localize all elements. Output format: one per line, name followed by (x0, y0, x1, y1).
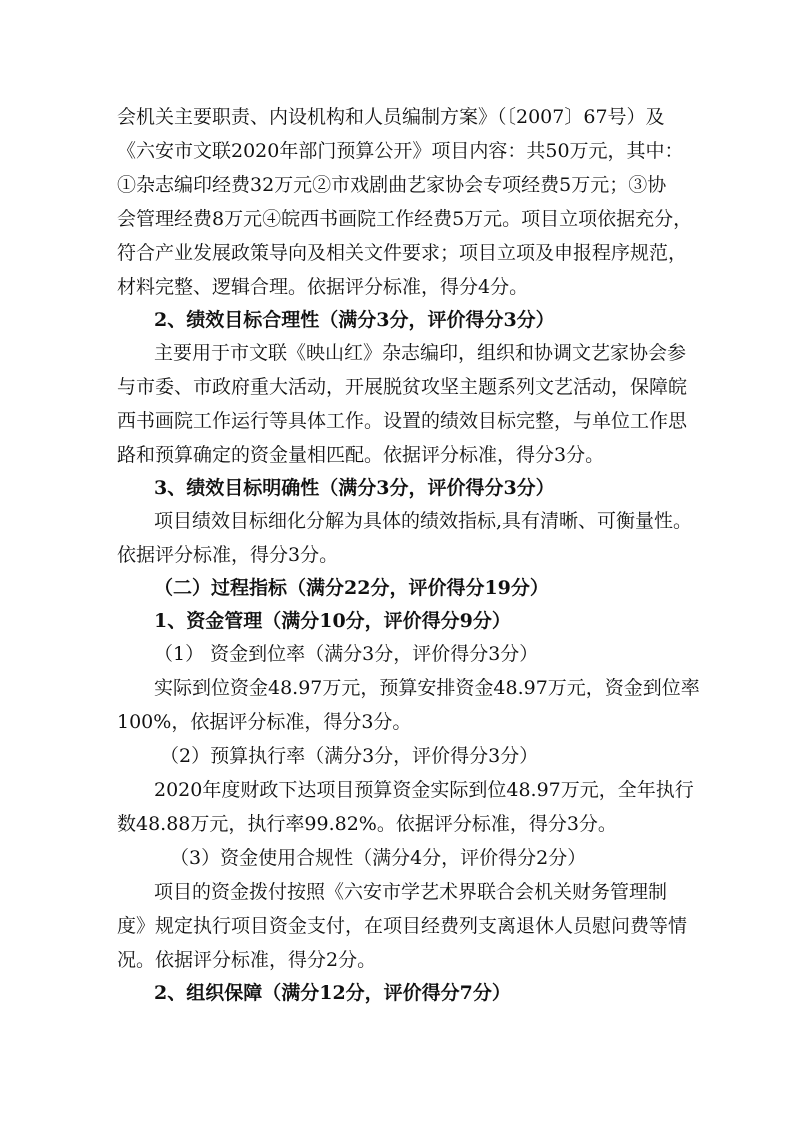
item-heading: （2）预算执行率（满分3分，评价得分3分） (160, 745, 539, 767)
body-text-line: 《六安市文联2020年部门预算公开》项目内容：共50万元，其中： (117, 140, 684, 162)
body-text-line: 数48.88万元，执行率99.82%。依据评分标准，得分3分。 (117, 813, 617, 835)
body-text-line: 依据评分标准，得分3分。 (117, 544, 339, 566)
body-text-line: 路和预算确定的资金量相匹配。依据评分标准，得分3分。 (117, 444, 605, 466)
section-heading: （二）过程指标（满分22分，评价得分19分） (154, 577, 549, 599)
body-text-line: 材料完整、逻辑合理。依据评分标准，得分4分。 (117, 276, 529, 298)
section-heading: 3、绩效目标明确性（满分3分，评价得分3分） (154, 477, 555, 499)
section-heading: 2、组织保障（满分12分，评价得分7分） (154, 982, 511, 1004)
body-text-line: 实际到位资金48.97万元，预算安排资金48.97万元，资金到位率 (154, 677, 700, 699)
body-text-line: 况。依据评分标准，得分2分。 (117, 949, 377, 971)
section-heading: 2、绩效目标合理性（满分3分，评价得分3分） (154, 309, 555, 331)
body-text-line: 与市委、市政府重大活动，开展脱贫攻坚主题系列文艺活动，保障皖 (117, 376, 688, 398)
body-text-line: ①杂志编印经费32万元②市戏剧曲艺家协会专项经费5万元；③协 (117, 174, 667, 196)
body-text-line: 项目的资金拨付按照《六安市学艺术界联合会机关财务管理制 (154, 881, 668, 903)
body-text-line: 项目绩效目标细化分解为具体的绩效指标,具有清晰、可衡量性。 (154, 510, 693, 532)
body-text-line: 度》规定执行项目资金支付，在项目经费列支离退休人员慰问费等情 (117, 915, 688, 937)
body-text-line: 西书画院工作运行等具体工作。设置的绩效目标完整，与单位工作思 (117, 410, 688, 432)
item-heading: （3）资金使用合规性（满分4分，评价得分2分） (170, 847, 587, 869)
body-text-line: 会机关主要职责、内设机构和人员编制方案》（〔2007〕67号）及 (117, 106, 665, 128)
subsection-heading: 1、资金管理（满分10分，评价得分9分） (154, 610, 511, 632)
item-heading: （1） 资金到位率（满分3分，评价得分3分） (154, 643, 539, 665)
body-text-line: 2020年度财政下达项目预算资金实际到位48.97万元，全年执行 (154, 779, 694, 801)
body-text-line: 符合产业发展政策导向及相关文件要求；项目立项及申报程序规范， (117, 242, 688, 264)
body-text-line: 100%，依据评分标准，得分3分。 (117, 711, 412, 733)
body-text-line: 主要用于市文联《映山红》杂志编印，组织和协调文艺家协会参 (154, 342, 687, 364)
body-text-line: 会管理经费8万元④皖西书画院工作经费5万元。项目立项依据充分， (117, 208, 693, 230)
